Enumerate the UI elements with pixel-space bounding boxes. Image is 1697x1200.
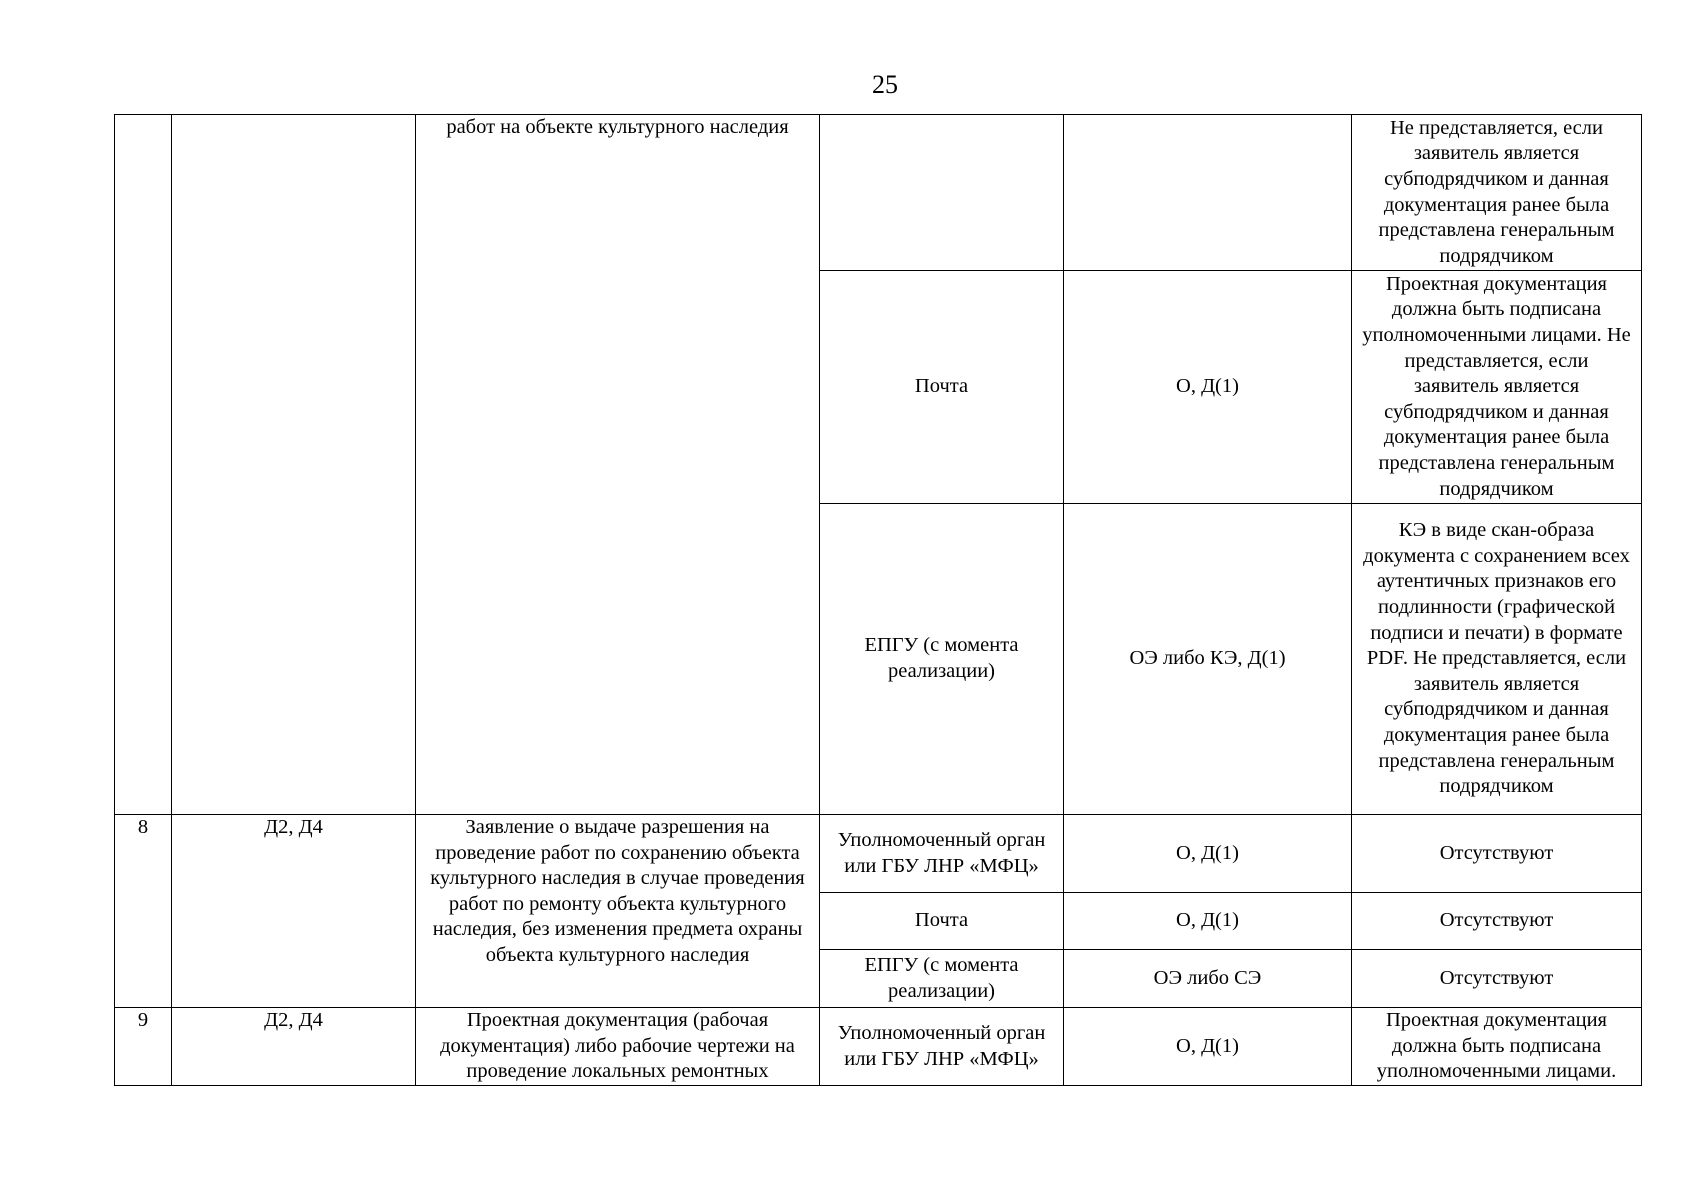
documents-table (114, 114, 1642, 1086)
notes-cell: Проектная документация должна быть подписана уполномоченными лицами. (1352, 1008, 1642, 1086)
channel-cell: Почта (820, 893, 1064, 950)
codes-cell (172, 115, 416, 815)
form-cell: О, Д(1) (1064, 815, 1352, 893)
channel-cell: Уполномоченный орган или ГБУ ЛНР «МФЦ» (820, 1008, 1064, 1086)
row-number-cell (115, 115, 172, 815)
form-cell: ОЭ либо СЭ (1064, 950, 1352, 1008)
channel-cell: Почта (820, 271, 1064, 504)
notes-cell: Отсутствуют (1352, 815, 1642, 893)
document-cell: Проектная документация (рабочая документация) либо рабочие чертежи на проведение локальных ремонтных (416, 1008, 820, 1086)
channel-cell: Уполномоченный орган или ГБУ ЛНР «МФЦ» (820, 815, 1064, 893)
form-cell (1064, 115, 1352, 271)
notes-cell: Проектная документация должна быть подписана уполномоченными лицами. Не представляется, если заявитель является субподрядчиком и данная документация ранее была представлена генеральным подрядчиком (1352, 271, 1642, 504)
notes-cell: КЭ в виде скан-образа документа с сохранением всех аутентичных признаков его подлинности (графической подписи и печати) в формате PDF. Не представляется, если заявитель является субподрядчиком и данная документация ранее была представлена генеральным подрядчиком (1352, 504, 1642, 815)
channel-cell: ЕПГУ (с момента реализации) (820, 950, 1064, 1008)
table-row (115, 115, 1642, 271)
row-number-cell: 9 (115, 1008, 172, 1086)
codes-cell: Д2, Д4 (172, 1008, 416, 1086)
notes-cell: Отсутствуют (1352, 950, 1642, 1008)
document-cell: работ на объекте культурного наследия (416, 115, 820, 815)
table-row (115, 1008, 1642, 1086)
form-cell: О, Д(1) (1064, 271, 1352, 504)
codes-cell: Д2, Д4 (172, 815, 416, 1008)
row-number-cell: 8 (115, 815, 172, 1008)
channel-cell (820, 115, 1064, 271)
form-cell: О, Д(1) (1064, 893, 1352, 950)
channel-cell: ЕПГУ (с момента реализации) (820, 504, 1064, 815)
table-row (115, 815, 1642, 893)
document-cell: Заявление о выдаче разрешения на проведение работ по сохранению объекта культурного наследия в случае проведения работ по ремонту объекта культурного наследия, без изменения предмета охраны объекта культурного наследия (416, 815, 820, 1008)
notes-cell: Отсутствуют (1352, 893, 1642, 950)
form-cell: ОЭ либо КЭ, Д(1) (1064, 504, 1352, 815)
notes-cell: Не представляется, если заявитель является субподрядчиком и данная документация ранее была представлена генеральным подрядчиком (1352, 115, 1642, 271)
form-cell: О, Д(1) (1064, 1008, 1352, 1086)
page-number: 25 (872, 70, 898, 99)
